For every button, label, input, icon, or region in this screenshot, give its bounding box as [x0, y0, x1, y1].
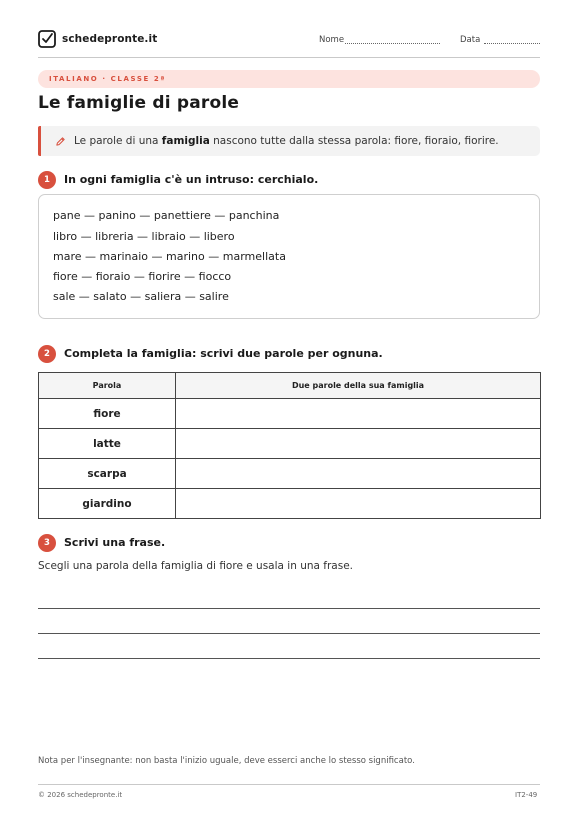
- name-field[interactable]: [345, 43, 440, 44]
- date-field[interactable]: [484, 43, 540, 44]
- brand-name: schedepronte.it: [62, 33, 158, 45]
- exercise-number: 2: [38, 345, 56, 363]
- writing-line[interactable]: [38, 633, 540, 634]
- info-keyword: famiglia: [161, 135, 210, 147]
- word-cell: giardino: [39, 489, 176, 519]
- word-cell: scarpa: [39, 459, 176, 489]
- footer-copyright: © 2026 schedepronte.it: [38, 791, 123, 799]
- date-label: Data: [460, 35, 481, 45]
- column-header: Due parole della sua famiglia: [176, 373, 541, 399]
- page-title: Le famiglie di parole: [38, 93, 240, 113]
- table-row: [39, 429, 541, 459]
- word-family-table: [38, 372, 541, 519]
- answer-cell[interactable]: [176, 399, 541, 429]
- family-line[interactable]: pane — panino — panettiere — panchina: [53, 209, 280, 222]
- checkbox-logo-icon: [38, 30, 56, 48]
- family-line[interactable]: mare — marinaio — marino — marmellata: [53, 250, 286, 263]
- table-row: [39, 489, 541, 519]
- exercise-title: Completa la famiglia: scrivi due parole per ognuna.: [64, 347, 383, 360]
- table-row: [39, 399, 541, 429]
- footer-divider: [38, 784, 540, 785]
- exercise-number: 3: [38, 534, 56, 552]
- info-text-part: nascono tutte dalla stessa parola: fiore, fioraio, fiorire.: [209, 135, 499, 147]
- family-line[interactable]: sale — salato — saliera — salire: [53, 290, 229, 303]
- exercise-title: In ogni famiglia c'è un intruso: cerchialo.: [64, 173, 319, 186]
- writing-line[interactable]: [38, 658, 540, 659]
- column-header: Parola: [39, 373, 176, 399]
- info-text-part: Le parole di una: [74, 135, 162, 147]
- subject-label: ITALIANO · CLASSE 2ª: [49, 75, 166, 83]
- info-accent-bar: [38, 126, 41, 156]
- answer-cell[interactable]: [176, 459, 541, 489]
- exercise-number: 1: [38, 171, 56, 189]
- exercise-instruction: Scegli una parola della famiglia di fiore e usala in una frase.: [38, 560, 353, 572]
- answer-cell[interactable]: [176, 489, 541, 519]
- header-divider: [38, 57, 540, 58]
- exercise-title: Scrivi una frase.: [64, 536, 166, 549]
- footer-code: IT2-49: [515, 791, 538, 799]
- word-cell: latte: [39, 429, 176, 459]
- info-text: [74, 135, 499, 147]
- pencil-icon: [55, 136, 66, 147]
- family-line[interactable]: fiore — fioraio — fiorire — fiocco: [53, 270, 232, 283]
- name-label: Nome: [319, 35, 345, 45]
- table-header-row: [39, 373, 541, 399]
- word-cell: fiore: [39, 399, 176, 429]
- writing-line[interactable]: [38, 608, 540, 609]
- teacher-note: Nota per l'insegnante: non basta l'inizio uguale, deve esserci anche lo stesso significato.: [38, 756, 415, 766]
- family-line[interactable]: libro — libreria — libraio — libero: [53, 230, 235, 243]
- answer-cell[interactable]: [176, 429, 541, 459]
- table-row: [39, 459, 541, 489]
